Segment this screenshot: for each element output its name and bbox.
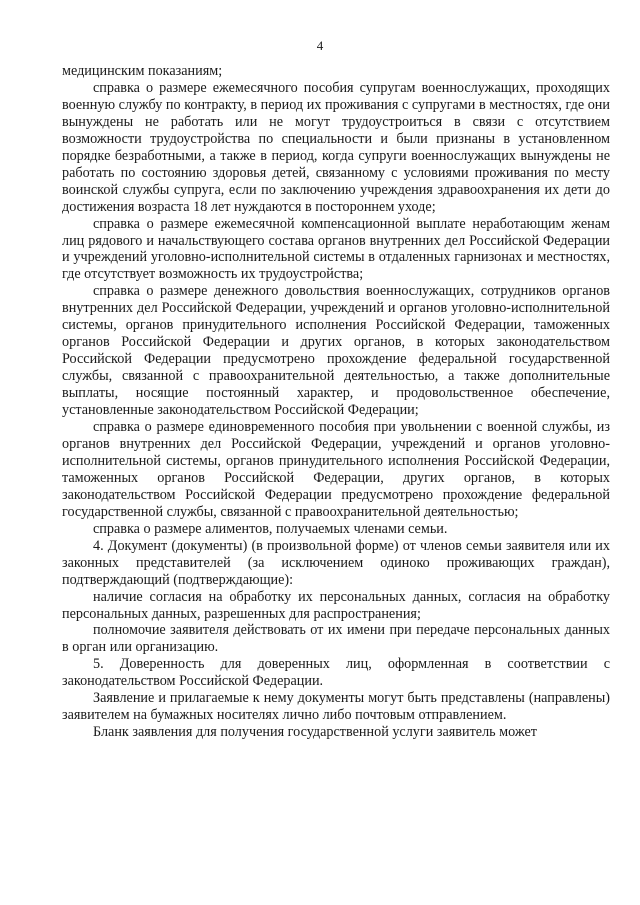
paragraph: справка о размере ежемесячного пособия супругам военнослужащих, проходящих военную службу по контракту, в период их проживания с супругами в местностях, где они вынуждены не работать или не могут трудоустроиться в связи с отсутствием возможности трудоустройства по специальности и были признаны в установленном порядке безработными, а также в период, когда супруги военнослужащих вынуждены не работать по состоянию здоровья детей, связанному с условиями проживания по месту воинской службы супруга, если по заключению учреждения здравоохранения их дети до достижения возраста 18 лет нуждаются в постороннем уходе; [62,79,610,215]
paragraph: 4. Документ (документы) (в произвольной форме) от членов семьи заявителя или их законных представителей (за исключением одиноко проживающих граждан), подтверждающий (подтверждающие): [62,537,610,588]
paragraph: медицинским показаниям; [62,63,223,79]
document-body [62,63,610,741]
paragraph: справка о размере единовременного пособия при увольнении с военной службы, из органов внутренних дел Российской Федерации, учреждений и органов уголовно-исполнительной системы, органов принудительного исполнения Российской Федерации, таможенных органов Российской Федерации, других органов, в которых законодательством Российской Федерации предусмотрено прохождение федеральной государственной службы, связанной с правоохранительной деятельностью; [62,419,610,520]
paragraph: справка о размере денежного довольствия военнослужащих, сотрудников органов внутренних дел Российской Федерации, учреждений и органов уголовно-исполнительной системы, органов принудительного исполнения Российской Федерации, таможенных органов Российской Федерации и других органов, в которых законодательством Российской Федерации предусмотрено прохождение федеральной государственной службы, связанной с правоохранительной деятельностью, а также дополнительные выплаты, носящие постоянный характер, и продовольственное обеспечение, установленные законодательством Российской Федерации; [62,283,610,419]
paragraph: Бланк заявления для получения государственной услуги заявитель может [93,724,538,741]
paragraph: Заявление и прилагаемые к нему документы могут быть представлены (направлены) заявителем на бумажных носителях лично либо почтовым отправлением. [62,690,610,724]
paragraph: полномочие заявителя действовать от их имени при передаче персональных данных в орган или организацию. [62,622,610,656]
page-number: 4 [316,38,324,53]
paragraph: справка о размере алиментов, получаемых членами семьи. [93,520,448,537]
paragraph: 5. Доверенность для доверенных лиц, оформленная в соответствии с законодательством Российской Федерации. [62,656,610,690]
paragraph: справка о размере ежемесячной компенсационной выплате неработающим женам лиц рядового и начальствующего состава органов внутренних дел Российской Федерации и учреждений уголовно-исполнительной системы в отдаленных гарнизонах и местностях, где отсутствует возможность их трудоустройства; [62,215,610,283]
paragraph: наличие согласия на обработку их персональных данных, согласия на обработку персональных данных, разрешенных для распространения; [62,588,610,622]
